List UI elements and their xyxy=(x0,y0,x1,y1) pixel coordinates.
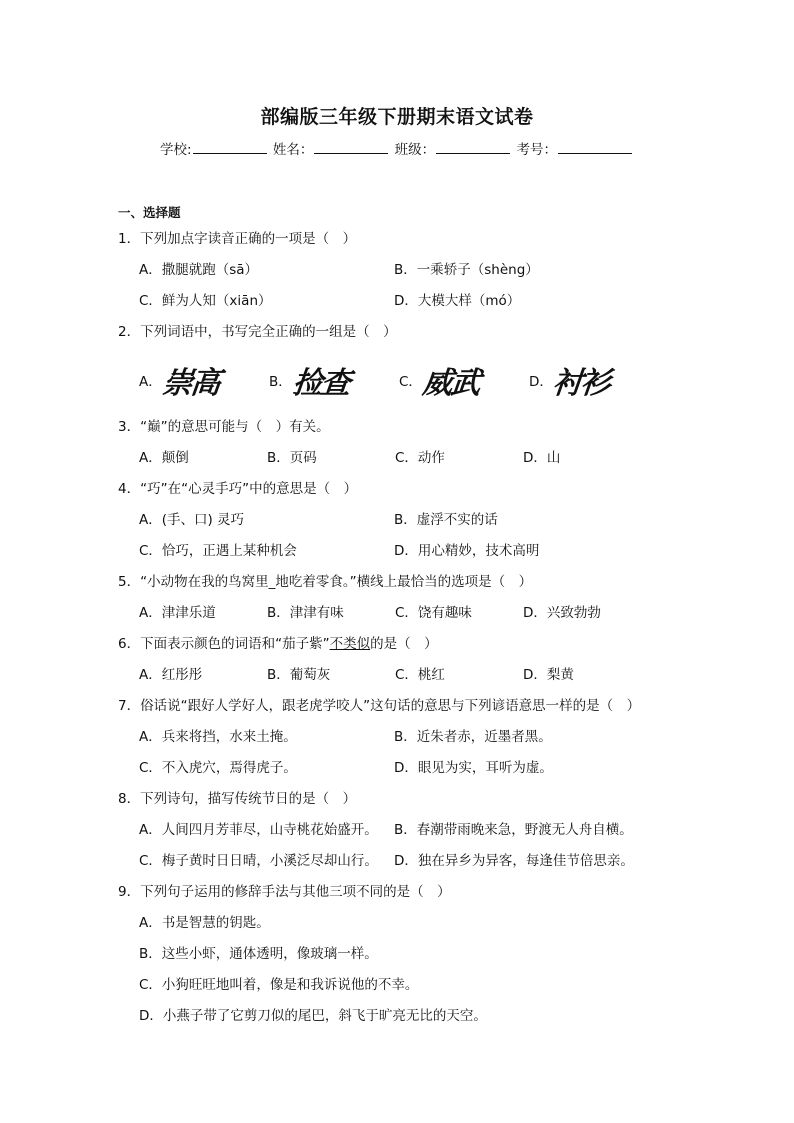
question-1 xyxy=(118,224,678,255)
question-5 xyxy=(118,567,678,598)
options-row xyxy=(118,846,678,877)
option-label: B． xyxy=(269,374,292,390)
option-d[interactable]: D．兴致勃勃 xyxy=(523,605,601,621)
option-b[interactable]: B．页码 xyxy=(267,450,317,466)
option-label: C． xyxy=(399,374,422,390)
option-d[interactable]: D．梨黄 xyxy=(523,667,574,683)
question-number: 2． xyxy=(118,324,141,340)
question-number: 6． xyxy=(118,636,141,652)
name-label: 姓名： xyxy=(272,142,314,158)
option-d[interactable]: D．小燕子带了它剪刀似的尾巴，斜飞于旷亮无比的天空。 xyxy=(139,1008,487,1024)
school-blank[interactable] xyxy=(193,141,267,154)
question-stem: “巧”在“心灵手巧”中的意思是（ ） xyxy=(140,481,358,497)
question-stem: 下列句子运用的修辞手法与其他三项不同的是（ ） xyxy=(140,884,451,900)
question-number: 3． xyxy=(118,419,141,435)
option-c[interactable]: C．饶有趣味 xyxy=(395,605,472,621)
options-row xyxy=(118,286,678,317)
question-number: 4． xyxy=(118,481,141,497)
options-row xyxy=(118,722,678,753)
handwriting-image: 崇高 xyxy=(160,366,221,401)
handwriting-options-row xyxy=(118,348,678,412)
question-7 xyxy=(118,691,678,722)
option-a[interactable]: A．撒腿就跑（sā） xyxy=(139,262,259,278)
question-3 xyxy=(118,412,678,443)
question-stem: 下列词语中，书写完全正确的一组是（ ） xyxy=(140,324,397,340)
question-number: 1． xyxy=(118,231,141,247)
question-8 xyxy=(118,784,678,815)
question-stem-end: 的是（ ） xyxy=(370,636,438,652)
option-c[interactable] xyxy=(399,358,529,402)
option-b[interactable]: B．葡萄灰 xyxy=(267,667,331,683)
option-b[interactable]: B．春潮带雨晚来急，野渡无人舟自横。 xyxy=(394,822,633,838)
option-d[interactable]: D．独在异乡为异客，每逢佳节倍思亲。 xyxy=(394,853,634,869)
options-row xyxy=(118,598,678,629)
question-4 xyxy=(118,474,678,505)
option-d[interactable]: D．用心精妙，技术高明 xyxy=(394,543,540,559)
question-stem: “巅”的意思可能与（ ）有关。 xyxy=(140,419,330,435)
option-a[interactable]: A．红彤彤 xyxy=(139,667,203,683)
question-9 xyxy=(118,877,678,908)
option-c[interactable]: C．小狗旺旺地叫着，像是和我诉说他的不幸。 xyxy=(139,977,419,993)
question-number: 5． xyxy=(118,574,141,590)
option-a[interactable]: A．(手、口) 灵巧 xyxy=(139,512,245,528)
option-c[interactable]: C．动作 xyxy=(395,450,445,466)
option-b[interactable]: B．一乘轿子（shèng） xyxy=(394,262,539,278)
handwriting-image: 衬衫 xyxy=(550,366,611,401)
option-c[interactable]: C．不入虎穴，焉得虎子。 xyxy=(139,760,297,776)
question-stem: 下列诗句，描写传统节日的是（ ） xyxy=(140,791,357,807)
options-row xyxy=(118,660,678,691)
option-b[interactable]: B．津津有味 xyxy=(267,605,344,621)
option-d[interactable] xyxy=(529,358,659,402)
option-a[interactable] xyxy=(139,358,269,402)
option-c[interactable]: C．恰巧，正遇上某种机会 xyxy=(139,543,297,559)
handwriting-image: 威武 xyxy=(420,366,481,401)
option-b[interactable]: B．这些小虾，通体透明，像玻璃一样。 xyxy=(139,946,378,962)
exam-number-label: 考号： xyxy=(516,142,557,158)
option-d[interactable]: D．大模大样（mó） xyxy=(394,293,521,309)
options-row xyxy=(118,255,678,286)
question-stem: 俗话说“跟好人学好人，跟老虎学咬人”这句话的意思与下列谚语意思一样的是（ ） xyxy=(140,698,641,714)
option-b[interactable] xyxy=(269,358,399,402)
options-row xyxy=(118,815,678,846)
option-b[interactable]: B．近朱者赤，近墨者黑。 xyxy=(394,729,552,745)
student-info-line xyxy=(0,138,794,158)
option-label: D． xyxy=(529,374,553,390)
question-2 xyxy=(118,317,678,348)
question-stem: 下面表示颜色的词语和“茄子紫” xyxy=(140,636,330,652)
question-stem: “小动物在我的鸟窝里_地吃着零食。”横线上最恰当的选项是（ ） xyxy=(140,574,533,590)
option-a[interactable]: A．书是智慧的钥匙。 xyxy=(139,915,270,931)
options-row xyxy=(118,536,678,567)
class-blank[interactable] xyxy=(436,141,510,154)
question-stem: 下列加点字读音正确的一项是（ ） xyxy=(140,231,357,247)
option-c[interactable]: C．梅子黄时日日晴，小溪泛尽却山行。 xyxy=(139,853,378,869)
school-label: 学校: xyxy=(160,142,192,158)
option-a[interactable]: A．人间四月芳菲尽，山寺桃花始盛开。 xyxy=(139,822,378,838)
exam-title: 部编版三年级下册期末语文试卷 xyxy=(260,106,534,128)
option-d[interactable]: D．山 xyxy=(523,450,561,466)
options-row xyxy=(118,443,678,474)
question-6 xyxy=(118,629,678,660)
question-number: 7． xyxy=(118,698,141,714)
section-heading: 一、选择题 xyxy=(118,205,181,220)
name-blank[interactable] xyxy=(314,141,388,154)
option-a[interactable]: A．颠倒 xyxy=(139,450,189,466)
options-row xyxy=(118,753,678,784)
question-list xyxy=(118,202,678,1032)
option-b[interactable]: B．虚浮不实的话 xyxy=(394,512,498,528)
class-label: 班级： xyxy=(394,142,436,158)
option-a[interactable]: A．津津乐道 xyxy=(139,605,216,621)
option-a[interactable]: A．兵来将挡，水来土掩。 xyxy=(139,729,297,745)
handwriting-image: 捡查 xyxy=(290,366,351,401)
options-row xyxy=(118,505,678,536)
option-label: A． xyxy=(139,374,162,390)
option-c[interactable]: C．桃红 xyxy=(395,667,445,683)
option-d[interactable]: D．眼见为实，耳听为虚。 xyxy=(394,760,553,776)
question-number: 8． xyxy=(118,791,141,807)
exam-number-blank[interactable] xyxy=(558,141,632,154)
question-number: 9． xyxy=(118,884,141,900)
option-c[interactable]: C．鲜为人知（xiān） xyxy=(139,293,272,309)
underlined-keyword: 不类似 xyxy=(329,636,371,652)
